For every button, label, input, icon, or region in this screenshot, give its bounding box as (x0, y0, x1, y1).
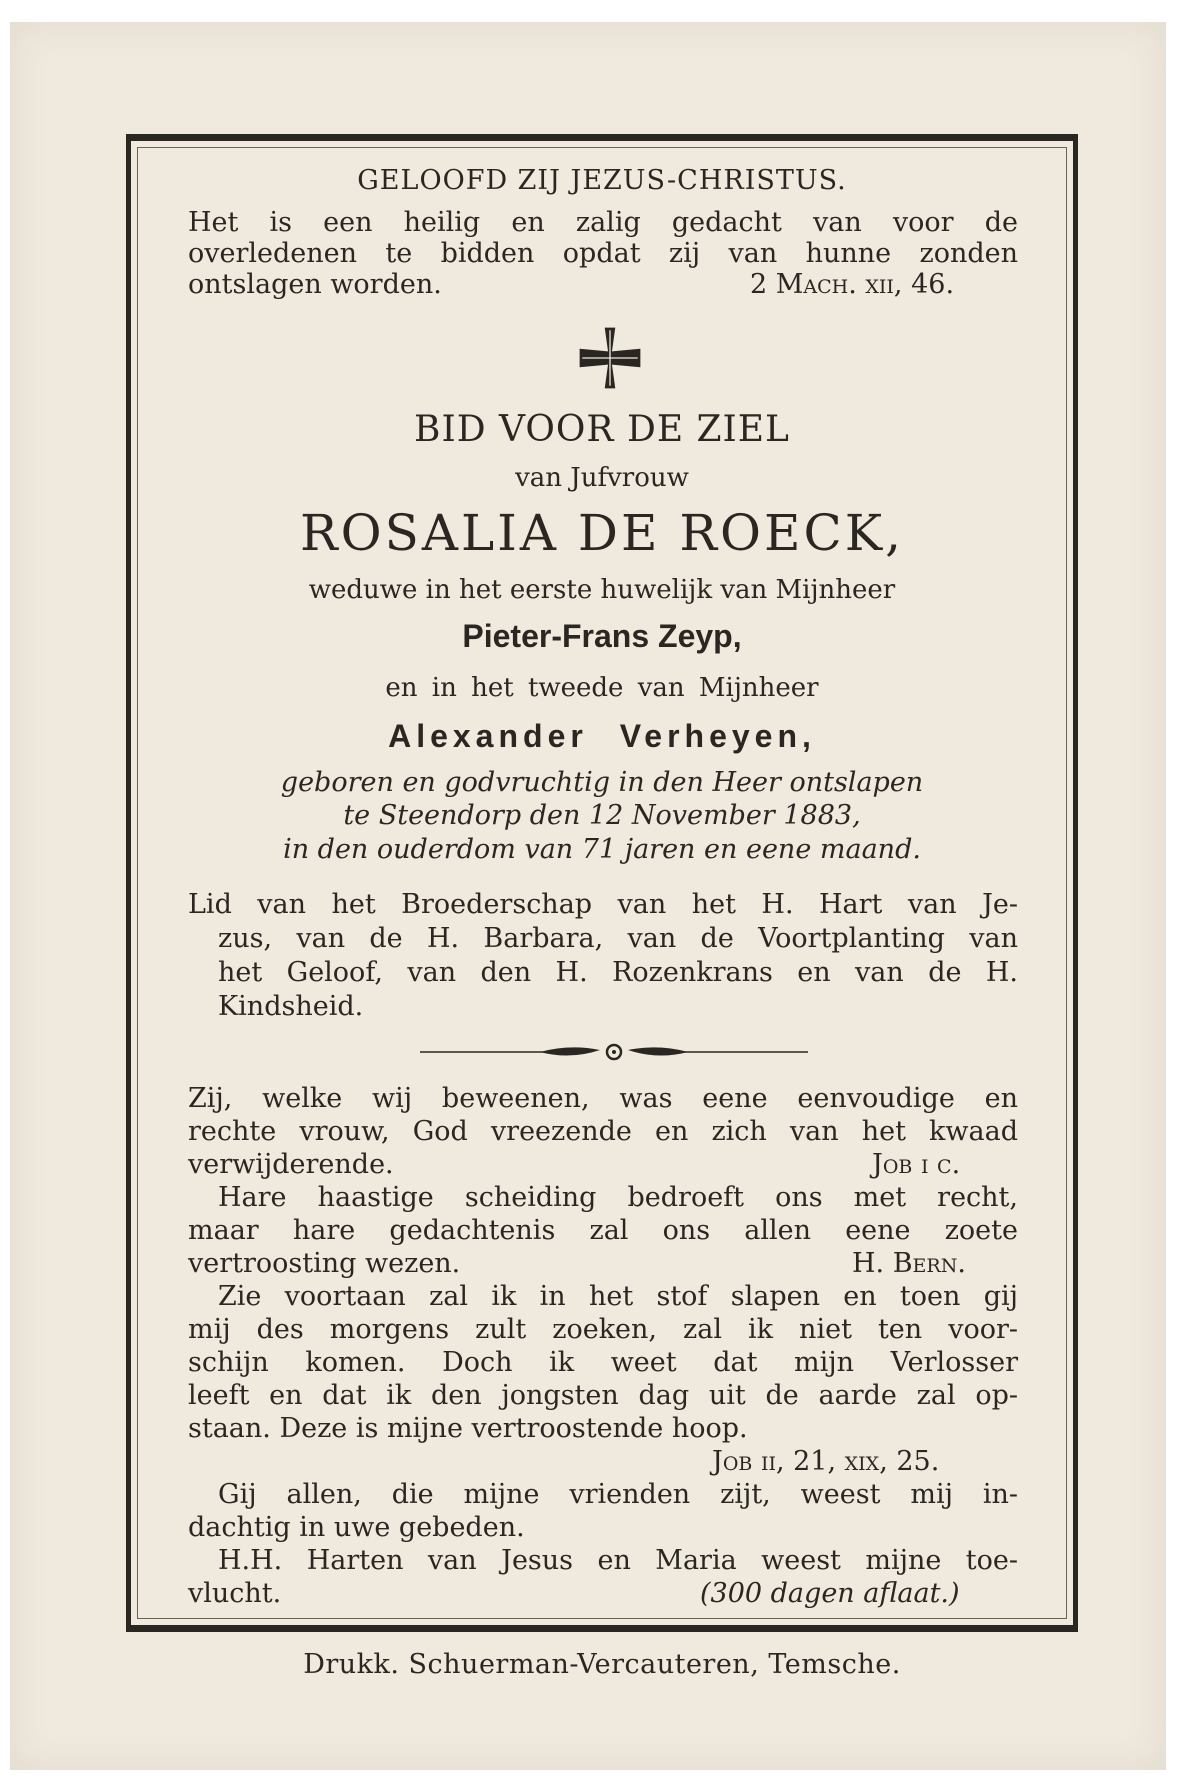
membership-line: Kindsheid. (218, 991, 364, 1022)
membership-line: het Geloof, van den H. Rozenkrans en van de H. (218, 957, 1018, 988)
verse-line: vertroosting wezen. (188, 1248, 461, 1279)
second-marriage-text: en in het tweede van Mijnheer (385, 673, 819, 703)
verse-line: Zij, welke wij beweenen, was eene eenvoudige en (188, 1083, 1018, 1114)
membership-line: zus, van de H. Barbara, van de Voortplanting van (218, 923, 1018, 954)
verse-reference: H. Bern. (852, 1248, 966, 1279)
header-quote-line: overledenen te bidden opdat zij van hunne zonden (188, 238, 1018, 269)
second-husband-name: Alexander Verheyen, (388, 718, 816, 754)
verse-line: staan. Deze is mijne vertroostende hoop. (188, 1413, 748, 1444)
verse-line: dachtig in uwe gebeden. (188, 1512, 525, 1543)
printer-credit: Drukk. Schuerman-Vercauteren, Temsche. (303, 1649, 901, 1680)
birth-death-line: in den ouderdom van 71 jaren en eene maand. (283, 834, 921, 865)
header-quote-ref: 2 Mach. xii, 46. (750, 269, 955, 300)
verse-line: mij des morgens zult zoeken, zal ik niet ten voor- (188, 1314, 1018, 1345)
verse-line: maar hare gedachtenis zal ons allen eene zoete (188, 1215, 1018, 1246)
birth-death-line: geboren en godvruchtig in den Heer ontslapen (280, 767, 924, 798)
verse-line: leeft en dat ik den jongsten dag uit de aarde zal op- (188, 1380, 1018, 1411)
verse-line: Zie voortaan zal ik in het stof slapen en toen gij (218, 1281, 1018, 1312)
header-quote-line: Het is een heilig en zalig gedacht van voor de (188, 207, 1018, 238)
verse-line: verwijderende. (188, 1149, 394, 1180)
verse-line: Hare haastige scheiding bedroeft ons met recht, (218, 1182, 1018, 1213)
verse-reference: Job i c. (872, 1149, 961, 1180)
verse-line: rechte vrouw, God vreezende en zich van het kwaad (188, 1116, 1018, 1147)
intro-heading: BID VOOR DE ZIEL (414, 409, 790, 450)
birth-death-line: te Steendorp den 12 November 1883, (343, 800, 861, 831)
verse-line: H.H. Harten van Jesus en Maria weest mijne toe- (218, 1545, 1018, 1576)
deceased-name: ROSALIA DE ROECK, (299, 504, 905, 562)
first-marriage-text: weduwe in het eerste huwelijk van Mijnheer (308, 575, 896, 605)
divider-ornament-icon (420, 1040, 808, 1064)
honorific: van Jufvrouw (515, 463, 689, 493)
verse-reference: (300 dagen aflaat.) (700, 1578, 960, 1609)
header-title: GELOOFD ZIJ JEZUS-CHRISTUS. (357, 165, 847, 196)
first-husband-name: Pieter-Frans Zeyp, (462, 618, 742, 654)
header-quote-line: ontslagen worden. (188, 269, 442, 300)
verse-line: vlucht. (188, 1578, 282, 1609)
membership-line: Lid van het Broederschap van het H. Hart van Je- (188, 889, 1018, 920)
verse-line: Gij allen, die mijne vrienden zijt, weest mij in- (218, 1479, 1018, 1510)
cross-pattee-icon (577, 325, 643, 391)
verse-reference: Job ii, 21, xix, 25. (712, 1446, 940, 1477)
verse-line: schijn komen. Doch ik weet dat mijn Verlosser (188, 1347, 1018, 1378)
